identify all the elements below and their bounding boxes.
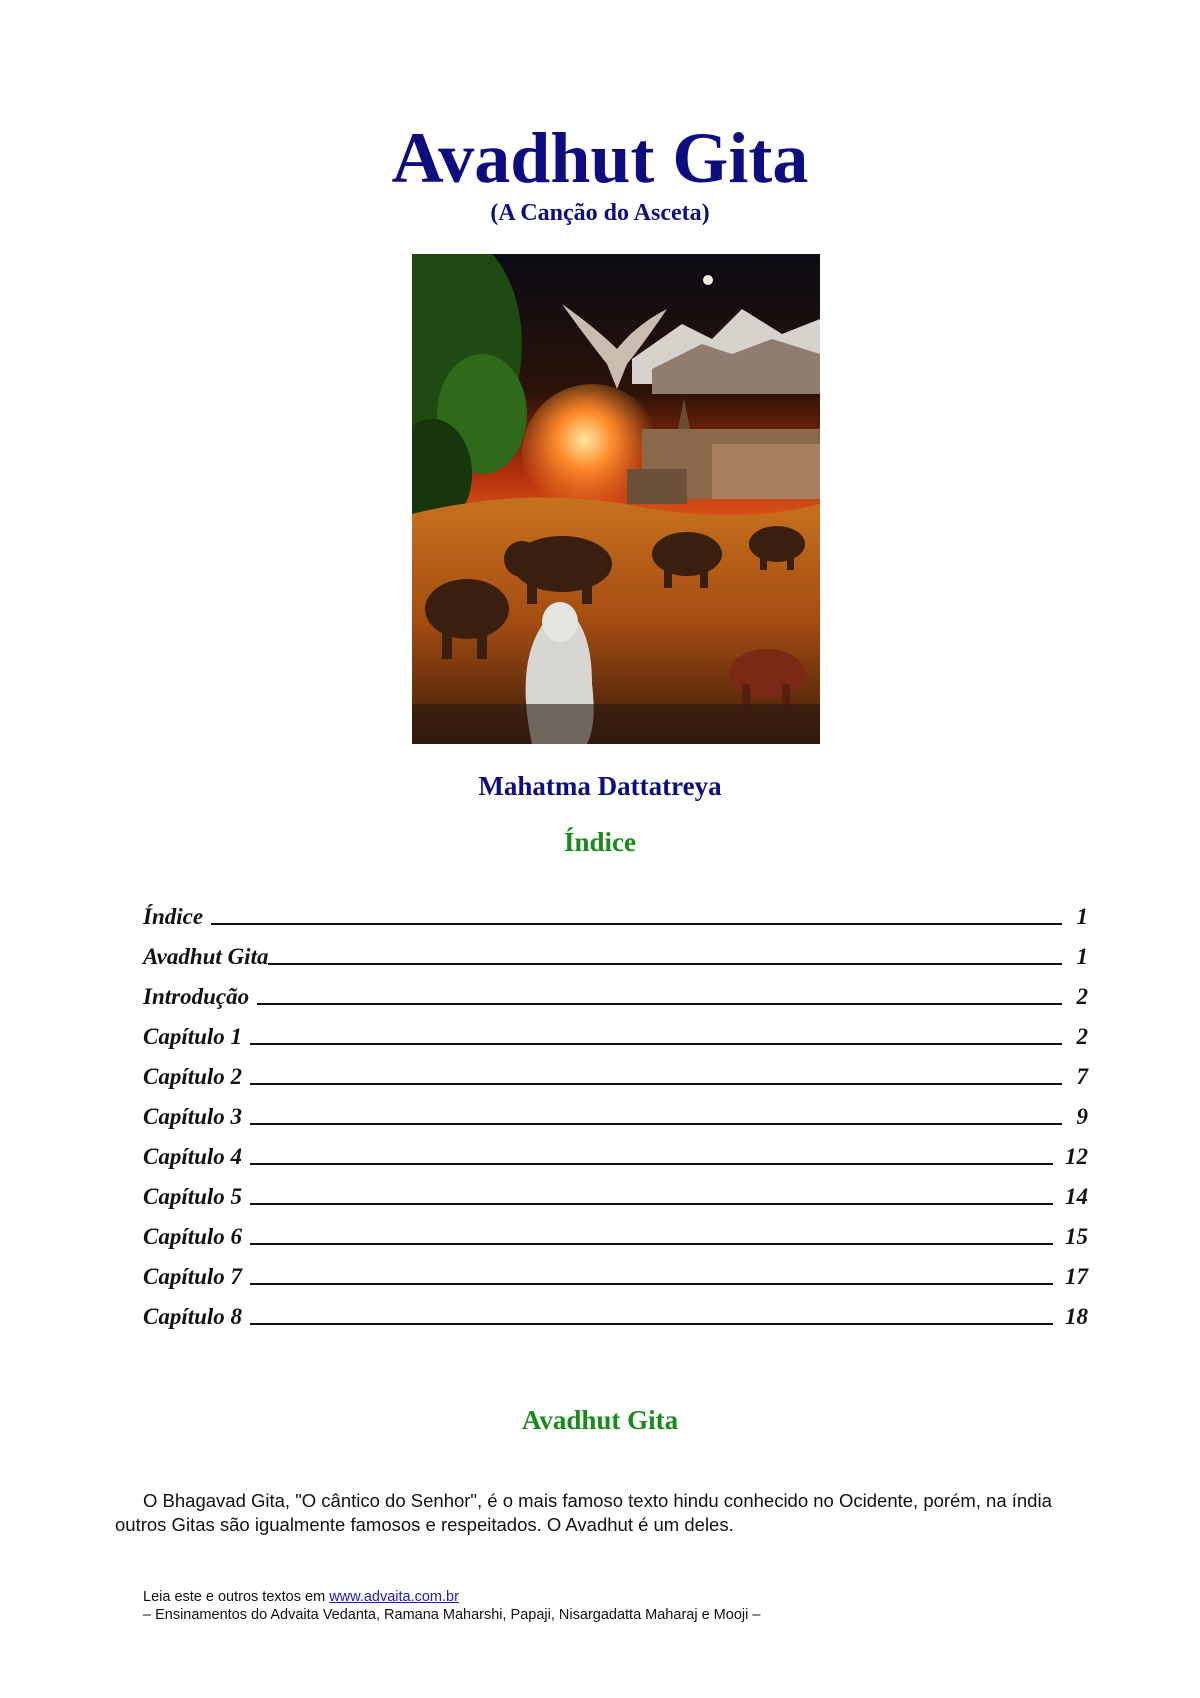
toc-entry-label: Introdução: [143, 984, 250, 1009]
document-subtitle: (A Canção do Asceta): [490, 200, 710, 226]
footer-line-1: [143, 1588, 1043, 1606]
toc-entry[interactable]: [143, 1104, 1088, 1144]
toc-entry-label: Avadhut Gita: [143, 944, 269, 969]
footer-line-2: – Ensinamentos do Advaita Vedanta, Ramana Maharshi, Papaji, Nisargadatta Maharaj e Mooji –: [143, 1607, 761, 1623]
toc-entry[interactable]: [143, 1184, 1088, 1224]
toc-entry-page: 1: [1076, 904, 1088, 929]
toc-leader-line: [268, 945, 1062, 965]
section-heading: Avadhut Gita: [521, 1405, 679, 1435]
toc-entry-page: 14: [1065, 1184, 1088, 1209]
toc-entry-label: Capítulo 1: [143, 1024, 243, 1049]
toc-entry-page: 2: [1076, 1024, 1088, 1049]
toc-leader-line: [250, 1065, 1062, 1085]
toc-entry-page: 7: [1076, 1064, 1088, 1089]
toc-entry-label: Capítulo 7: [143, 1264, 243, 1289]
toc-entry-page: 18: [1065, 1304, 1088, 1329]
toc-leader-line: [211, 905, 1062, 925]
toc-entry-label: Capítulo 5: [143, 1184, 243, 1209]
toc-entry[interactable]: [143, 1064, 1088, 1104]
toc-leader-line: [250, 1185, 1053, 1205]
toc-leader-line: [250, 1025, 1062, 1045]
toc-entry-label: Capítulo 2: [143, 1064, 243, 1089]
toc-entry-page: 17: [1065, 1264, 1088, 1289]
toc-leader-line: [250, 1105, 1062, 1125]
toc-entry-page: 12: [1065, 1144, 1088, 1169]
toc-entry-page: 1: [1076, 944, 1088, 969]
toc-entry[interactable]: [143, 1144, 1088, 1184]
table-of-contents: [143, 904, 1088, 1344]
intro-paragraph: O Bhagavad Gita, "O cântico do Senhor", é o mais famoso texto hindu conhecido no Ocidente, porém, na índia outros Gitas são igualmente famosos e respeitados. O Avadhut é um deles.: [115, 1489, 1052, 1535]
toc-entry[interactable]: [143, 1024, 1088, 1064]
toc-leader-line: [250, 1145, 1053, 1165]
author-name: Mahatma Dattatreya: [478, 771, 722, 801]
toc-entry-label: Capítulo 4: [143, 1144, 243, 1169]
index-heading: Índice: [563, 827, 636, 857]
toc-entry[interactable]: [143, 1224, 1088, 1264]
toc-entry-label: Índice: [143, 904, 204, 929]
toc-leader-line: [250, 1305, 1053, 1325]
toc-entry-page: 15: [1065, 1224, 1088, 1249]
toc-entry[interactable]: [143, 904, 1088, 944]
toc-entry-page: 9: [1076, 1104, 1088, 1129]
toc-leader-line: [250, 1265, 1053, 1285]
toc-entry-page: 2: [1076, 984, 1088, 1009]
footer-lead-text: Leia este e outros textos em: [143, 1589, 330, 1605]
toc-entry[interactable]: [143, 944, 1088, 984]
toc-entry[interactable]: [143, 1304, 1088, 1344]
cover-illustration: [412, 254, 820, 744]
document-title: Avadhut Gita: [391, 118, 809, 198]
website-link[interactable]: www.advaita.com.br: [329, 1589, 459, 1605]
toc-entry-label: Capítulo 8: [143, 1304, 243, 1329]
toc-leader-line: [250, 1225, 1053, 1245]
toc-entry[interactable]: [143, 1264, 1088, 1304]
page-footer: [143, 1588, 1043, 1624]
toc-entry[interactable]: [143, 984, 1088, 1024]
toc-entry-label: Capítulo 6: [143, 1224, 243, 1249]
toc-entry-label: Capítulo 3: [143, 1104, 243, 1129]
toc-leader-line: [257, 985, 1062, 1005]
